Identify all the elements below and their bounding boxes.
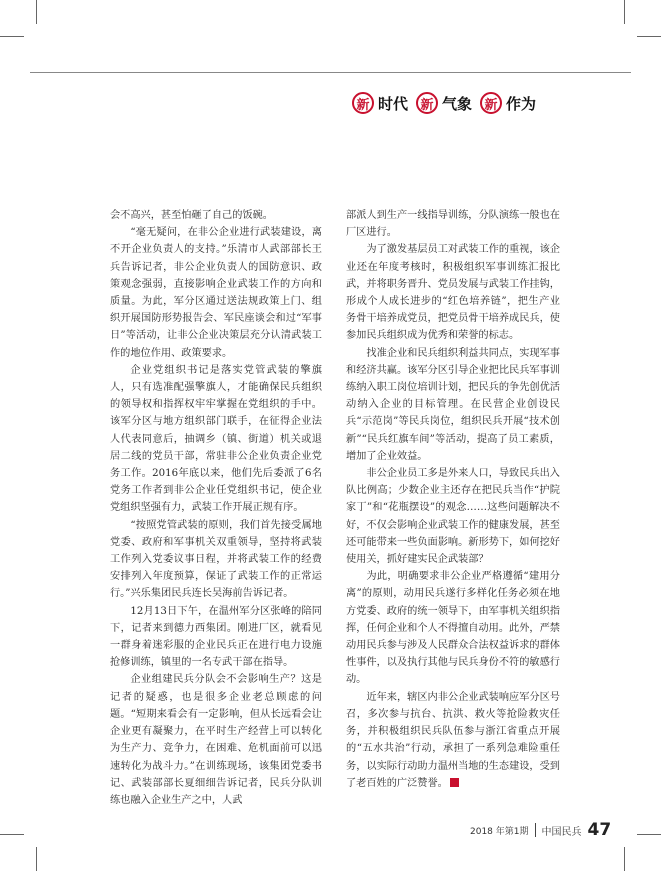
section-banner bbox=[352, 88, 540, 118]
crop-mark bbox=[637, 36, 661, 37]
paragraph-text: 找准企业和民兵组织利益共同点，实现军事和经济共赢。该军分区引导企业把比民兵军事训练纳入职工岗位培训计划，把民兵的争先创优活动纳入企业的目标管理。在民营企业创设民兵“示范岗”等民兵岗位，组织民兵开展“技术创新”“民兵红旗车间”等活动，提高了员工素质，增加了企业效益。 bbox=[346, 347, 560, 462]
banner-word-era: 时代 bbox=[378, 94, 409, 113]
article-paragraph bbox=[110, 671, 322, 809]
paragraph-text: 会不高兴，甚至怕砸了自己的饭碗。 bbox=[110, 210, 273, 221]
crop-mark bbox=[624, 0, 625, 24]
crop-mark bbox=[36, 847, 37, 871]
new-seal-icon: 新 bbox=[352, 92, 374, 114]
footer-divider bbox=[535, 823, 536, 837]
article-column-left bbox=[110, 207, 322, 809]
crop-mark bbox=[36, 0, 37, 24]
magazine-name: 中国民兵 bbox=[541, 826, 582, 838]
article-paragraph bbox=[110, 603, 322, 672]
paragraph-text: 非公企业员工多是外来人口，导致民兵出入队比例高；少数企业主还存在把民兵当作“护院家丁”和“花瓶摆设”的观念……这些问题解决不好，不仅会影响企业武装工作的健康发展，甚至还可能带来一些负面影响。新形势下，如何挖好使用关，抓好建实民企武装部？ bbox=[346, 468, 560, 566]
article-paragraph bbox=[110, 207, 322, 224]
article-paragraph bbox=[346, 465, 560, 568]
crop-mark bbox=[637, 834, 661, 835]
article-paragraph bbox=[346, 207, 560, 241]
paragraph-text: 企业组建民兵分队会不会影响生产？这是记者的疑惑，也是很多企业老总顾虑的问题。“短期来看会有一定影响，但从长远看会让企业更有凝聚力，在平时生产经营上可以转化为生产力、竞争力，在困难、危机面前可以迅速转化为战斗力。”在训练现场，该集团党委书记、武装部部长夏细细告诉记者，民兵分队训练也融入企业生产之中，人武 bbox=[110, 674, 322, 806]
crop-mark bbox=[0, 36, 24, 37]
banner-word-action: 作为 bbox=[506, 94, 537, 113]
new-seal-icon: 新 bbox=[416, 92, 438, 114]
paragraph-text: “按照党管武装的原则，我们首先接受属地党委、政府和军事机关双重领导，坚持将武装工作列入党委议事日程，并将武装工作的经费安排列入年度预算，保证了武装工作的正常运行。”兴乐集团民兵连长吴海前告诉记者。 bbox=[110, 519, 322, 600]
banner-word-atmosphere: 气象 bbox=[442, 94, 473, 113]
article-paragraph bbox=[110, 362, 322, 517]
article-column-right bbox=[346, 207, 560, 792]
crop-mark bbox=[0, 834, 24, 835]
crop-mark bbox=[624, 847, 625, 871]
paragraph-text: 为此，明确要求非公企业严格遵循“建用分离”的原则，动用民兵遂行多样化任务必须在地方党委、政府的统一领导下，由军事机关组织指挥，任何企业和个人不得擅自动用。此外，严禁动用民兵参与涉及人民群众合法权益诉求的群体性事件，以及执行其他与民兵身份不符的敏感行动。 bbox=[346, 571, 560, 686]
article-paragraph bbox=[346, 345, 560, 465]
article-paragraph bbox=[110, 517, 322, 603]
new-seal-icon: 新 bbox=[480, 92, 502, 114]
paragraph-text: 12月13日下午，在温州军分区张峰的陪同下，记者来到德力西集团。刚进厂区，就看见一群身着迷彩服的企业民兵正在进行电力设施抢修训练，镇里的一名专武干部在指导。 bbox=[110, 605, 322, 669]
paragraph-text: 近年来，辖区内非公企业武装响应军分区号召，多次参与抗台、抗洪、救火等抢险救灾任务，并积极组织民兵队伍参与浙江省重点开展的“五水共治”行动，承担了一系列急难险重任务，以实际行动助力温州当地的生态建设，受到了老百姓的广泛赞誉。 bbox=[346, 691, 560, 789]
paragraph-text: 为了激发基层员工对武装工作的重视，该企业还在年度考核时，积极组织军事训练汇报比武，并将职务晋升、党员发展与武装工作挂钩，形成个人成长进步的“红色培养链”，把生产业务骨干培养成党员，把党员骨干培养成民兵，使参加民兵组织成为优秀和荣誉的标志。 bbox=[346, 244, 560, 342]
article-paragraph bbox=[346, 568, 560, 688]
issue-label: 2018 年第1期 bbox=[470, 826, 529, 837]
page-footer bbox=[470, 820, 611, 840]
paragraph-text: 部派人到生产一线指导训练，分队演练一般也在厂区进行。 bbox=[346, 210, 560, 239]
header-rule bbox=[30, 72, 631, 73]
article-paragraph bbox=[346, 689, 560, 792]
paragraph-text: “毫无疑问，在非公企业进行武装建设，离不开企业负责人的支持。”乐清市人武部部长王兵告诉记者，非公企业负责人的国防意识、政策观念强弱，直接影响企业武装工作的方向和质量。为此，军分区通过送法规政策上门、组织开展国防形势报告会、军民座谈会和过“军事日”等活动，让非公企业决策层充分认清武装工作的地位作用、政策要求。 bbox=[110, 227, 322, 359]
end-mark-icon bbox=[450, 778, 459, 787]
article-paragraph bbox=[110, 224, 322, 362]
page-number: 47 bbox=[587, 820, 612, 840]
article-paragraph bbox=[346, 241, 560, 344]
paragraph-text: 企业党组织书记是落实党管武装的擎旗人，只有选准配强擎旗人，才能确保民兵组织的领导权和指挥权牢牢掌握在党组织的手中。该军分区与地方组织部门联手，在征得企业法人代表同意后，抽调乡（镇、街道）机关或退居二线的党员干部，常驻非公企业负责企业党务工作。2016年底以来，他们先后委派了6名党务工作者到非公企业任党组织书记，使企业党组织坚强有力，武装工作开展正规有序。 bbox=[110, 364, 322, 514]
